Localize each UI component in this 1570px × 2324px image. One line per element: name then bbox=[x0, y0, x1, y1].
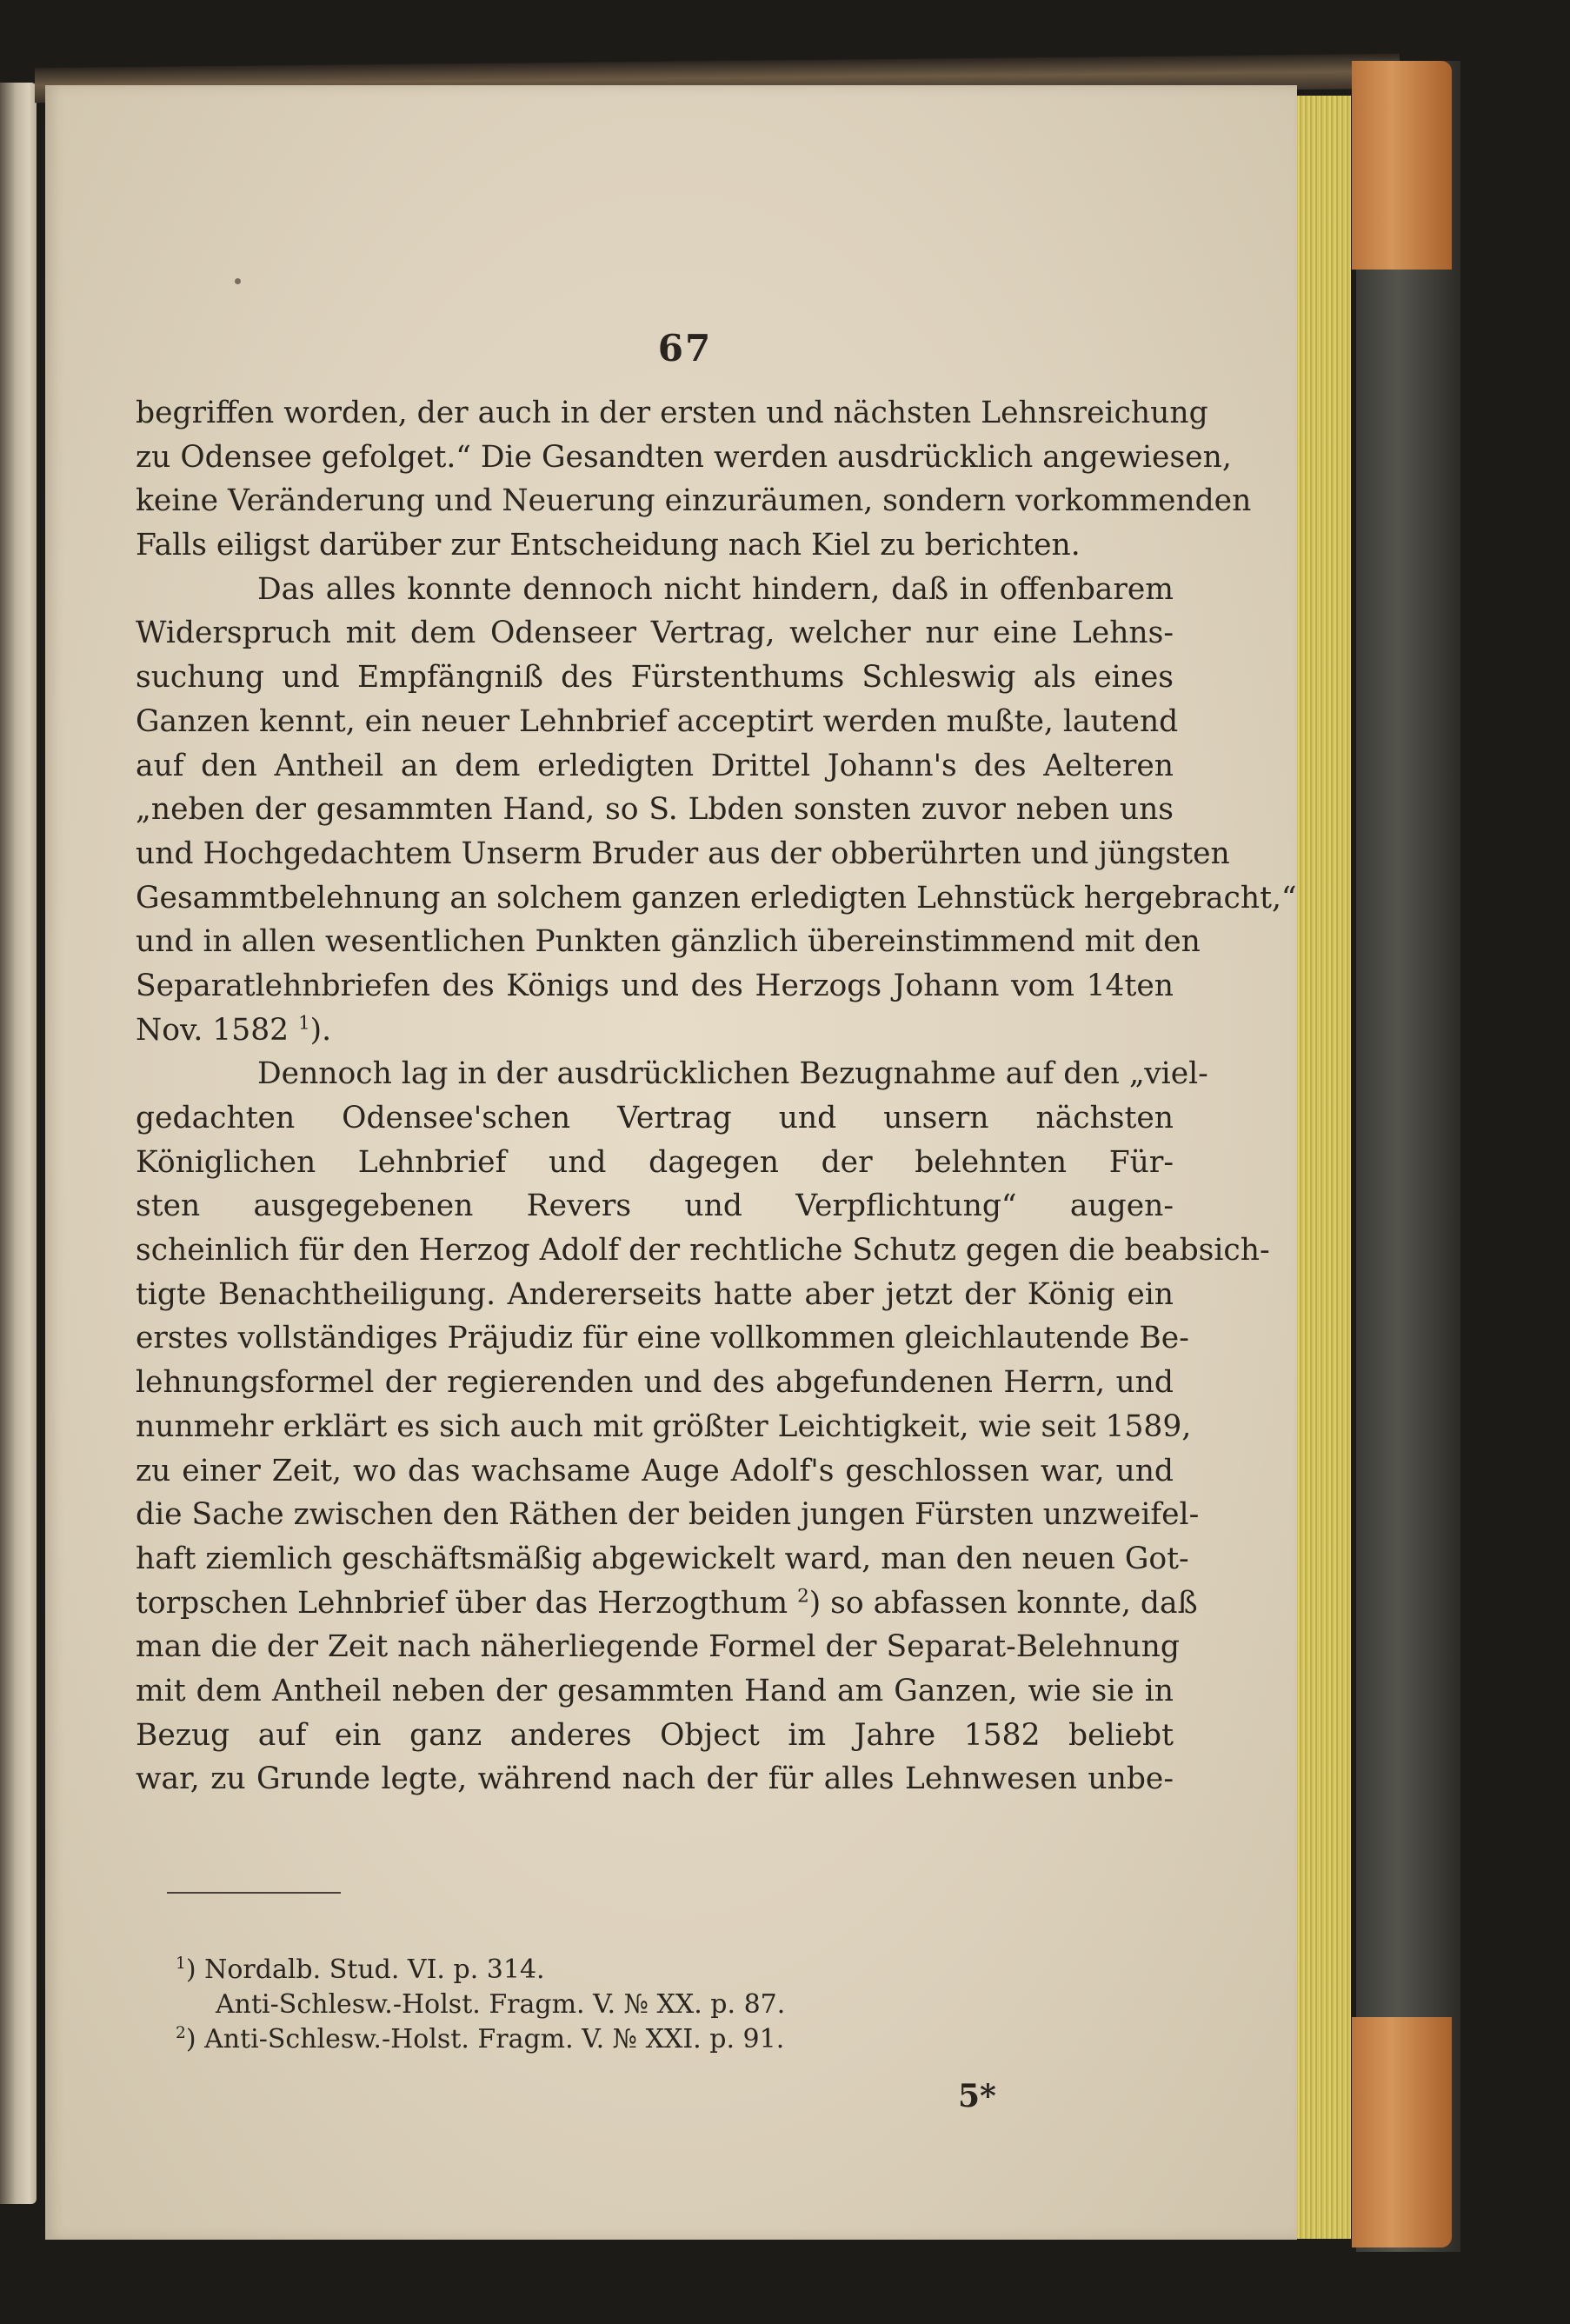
text-line: „neben der gesammten Hand, so S. Lbden sonsten zuvor neben uns bbox=[136, 792, 1174, 828]
text-line: suchung und Empfängniß des Fürstenthums Schleswig als eines bbox=[136, 660, 1174, 696]
text-line: auf den Antheil an dem erledigten Drittel Johann's des Aelteren bbox=[136, 748, 1174, 783]
paragraph-start: Das alles konnte dennoch nicht hindern, daß in offenbarem bbox=[257, 571, 1174, 607]
text-line: Königlichen Lehnbrief und dagegen der belehnten Für- bbox=[136, 1144, 1174, 1180]
text-line: und Hochgedachtem Unserm Bruder aus der obberührten und jüngsten bbox=[136, 836, 1230, 871]
footnote-marker: 1 bbox=[176, 1954, 186, 1973]
gilt-page-edges bbox=[1295, 96, 1351, 2239]
text-line: Bezug auf ein ganz anderes Object im Jahre 1582 beliebt bbox=[136, 1717, 1174, 1753]
text-line: haft ziemlich geschäftsmäßig abgewickelt ward, man den neuen Got- bbox=[136, 1541, 1189, 1576]
facing-page-edge bbox=[0, 83, 37, 2204]
text-line: zu Odensee gefolget.“ Die Gesandten werden ausdrücklich angewiesen, bbox=[136, 439, 1232, 475]
text-line: begriffen worden, der auch in der ersten und nächsten Lehnsreichung bbox=[136, 396, 1208, 430]
text-line: gedachten Odensee'schen Vertrag und unsern nächsten bbox=[136, 1101, 1174, 1135]
text-line: die Sache zwischen den Räthen der beiden jungen Fürsten unzweifel- bbox=[136, 1497, 1200, 1533]
book-page bbox=[45, 85, 1297, 2240]
text-line: erstes vollständiges Präjudiz für eine vollkommen gleichlautende Be- bbox=[136, 1321, 1189, 1356]
text-line: nunmehr erklärt es sich auch mit größter Leichtigkeit, wie seit 1589, bbox=[136, 1408, 1192, 1444]
text-fragment: torpschen Lehnbrief über das Herzogthum bbox=[136, 1585, 788, 1621]
footnote-1-continued: Anti-Schlesw.-Holst. Fragm. V. № XX. p. 87. bbox=[216, 1989, 786, 2020]
text-line: lehnungsformel der regierenden und des abgefundenen Herrn, und bbox=[136, 1365, 1174, 1401]
text-fragment: Nov. 1582 bbox=[136, 1012, 289, 1048]
footnote-2: $^2$) Anti-Schlesw.-Holst. Fragm. V. № XXI. p. 91. bbox=[176, 2024, 785, 2054]
text-line: Widerspruch mit dem Odenseer Vertrag, welcher nur eine Lehns- bbox=[136, 616, 1174, 651]
signature-mark: 5* bbox=[958, 2078, 996, 2114]
text-line: Ganzen kennt, ein neuer Lehnbrief acceptirt werden mußte, lautend bbox=[136, 703, 1179, 739]
body-text bbox=[136, 391, 1297, 1801]
footnote-rule bbox=[167, 1892, 341, 1894]
leather-corner-top bbox=[1352, 61, 1452, 270]
book-cover bbox=[1356, 61, 1460, 2252]
footnote-ref: 2 bbox=[797, 1585, 809, 1608]
text-line: war, zu Grunde legte, während nach der für alles Lehnwesen unbe- bbox=[136, 1761, 1174, 1797]
text-line: Gesammtbelehnung an solchem ganzen erledigten Lehnstück hergebracht,“ bbox=[136, 880, 1297, 916]
text-line: tigte Benachtheiligung. Andererseits hatte aber jetzt der König ein bbox=[136, 1276, 1174, 1312]
text-line: Separatlehnbriefen des Königs und des Herzogs Johann vom 14ten bbox=[136, 968, 1174, 1003]
footnote-marker: 2 bbox=[176, 2024, 186, 2042]
page-number: 67 bbox=[657, 327, 713, 370]
text-fragment: so abfassen konnte, daß bbox=[830, 1585, 1198, 1621]
paper-spot bbox=[235, 278, 241, 284]
text-line: sten ausgegebenen Revers und Verpflichtung“ augen- bbox=[136, 1189, 1174, 1224]
leather-corner-bottom bbox=[1352, 2017, 1452, 2247]
text-line bbox=[136, 1009, 1174, 1053]
footnote-text: Anti-Schlesw.-Holst. Fragm. V. № XXI. p. 91. bbox=[204, 2024, 785, 2054]
text-line: keine Veränderung und Neuerung einzuräumen, sondern vorkommenden bbox=[136, 483, 1252, 519]
text-line: zu einer Zeit, wo das wachsame Auge Adolf's geschlossen war, und bbox=[136, 1453, 1174, 1488]
text-fragment: ). bbox=[309, 1012, 332, 1048]
text-line: Falls eiligst darüber zur Entscheidung nach Kiel zu berichten. bbox=[136, 528, 1081, 563]
paragraph-start: Dennoch lag in der ausdrücklichen Bezugnahme auf den „viel- bbox=[257, 1056, 1208, 1092]
text-line: scheinlich für den Herzog Adolf der rechtliche Schutz gegen die beabsich- bbox=[136, 1233, 1270, 1269]
text-line: und in allen wesentlichen Punkten gänzlich übereinstimmend mit den bbox=[136, 924, 1201, 960]
footnote-1: $^1$) Nordalb. Stud. VI. p. 314. bbox=[176, 1954, 545, 1985]
footnote-ref: 1 bbox=[298, 1012, 310, 1035]
text-line: torpschen Lehnbrief über das Herzogthum $^2$) so abfassen konnte, daß bbox=[136, 1585, 1198, 1621]
footnote-text: Nordalb. Stud. VI. p. 314. bbox=[204, 1954, 545, 1985]
text-line: man die der Zeit nach näherliegende Formel der Separat-Belehnung bbox=[136, 1629, 1180, 1665]
footnotes bbox=[176, 1953, 958, 2057]
text-line: mit dem Antheil neben der gesammten Hand am Ganzen, wie sie in bbox=[136, 1673, 1174, 1708]
